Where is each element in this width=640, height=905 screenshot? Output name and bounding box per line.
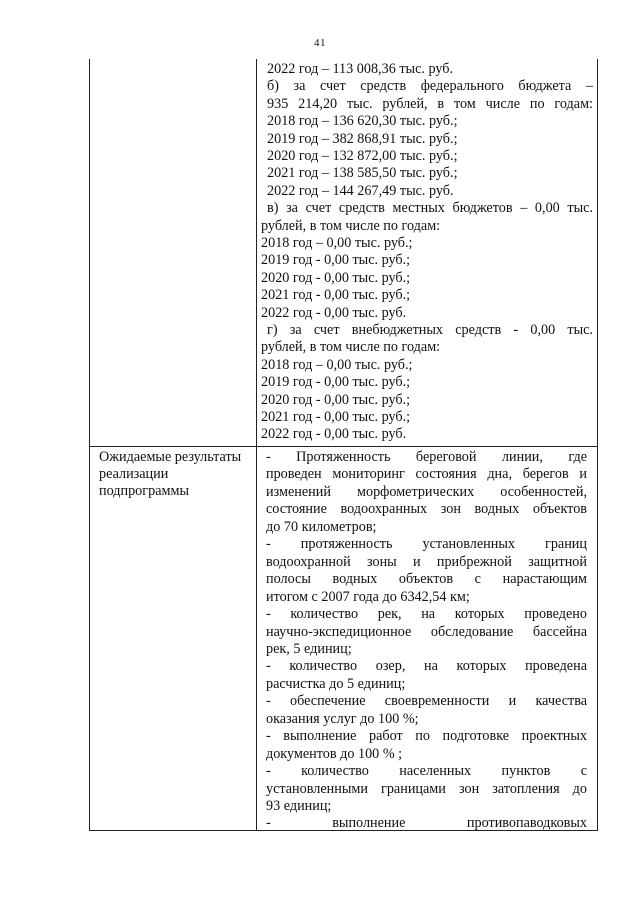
funding-line: 2020 год - 0,00 тыс. руб.;: [261, 391, 411, 408]
funding-line: 2019 год – 382 868,91 тыс. руб.;: [267, 130, 458, 147]
result-line: - обеспечение своевременности и качества: [266, 693, 587, 710]
funding-line: 2020 год - 0,00 тыс. руб.;: [261, 269, 411, 286]
result-line: состояние водоохранных зон водных объектов: [266, 501, 587, 518]
funding-line: 2021 год – 138 585,50 тыс. руб.;: [267, 165, 458, 182]
result-line: - количество озер, на которых проведена: [266, 658, 587, 675]
funding-line: 2022 год – 113 008,36 тыс. руб.: [267, 61, 454, 77]
result-line: - количество населенных пунктов с: [266, 763, 587, 780]
funding-line: 2018 год – 0,00 тыс. руб.;: [261, 356, 413, 373]
page-number: 41: [314, 37, 326, 49]
program-table: [89, 59, 598, 831]
result-line: - протяженность установленных границ: [266, 536, 587, 553]
funding-line: г) за счет внебюджетных средств - 0,00 тыс.: [267, 322, 593, 338]
funding-line: 2022 год - 0,00 тыс. руб.: [261, 426, 407, 443]
result-line: расчистка до 5 единиц;: [266, 675, 406, 692]
result-line: - количество рек, на которых проведено: [266, 606, 587, 623]
funding-line: 2022 год - 0,00 тыс. руб.: [261, 304, 407, 321]
result-line: до 70 километров;: [266, 518, 377, 535]
result-line: водоохранной зоны и прибрежной защитной: [266, 553, 587, 570]
funding-line: 2021 год - 0,00 тыс. руб.;: [261, 287, 411, 304]
funding-line: рублей, в том числе по годам:: [261, 217, 441, 234]
funding-line: в) за счет средств местных бюджетов – 0,00 тыс.: [267, 200, 593, 217]
result-line: научно-экспедиционное обследование бассейна: [266, 623, 587, 640]
column-divider: [256, 59, 257, 830]
result-line: итогом с 2007 года до 6342,54 км;: [266, 588, 470, 605]
funding-line: 2022 год – 144 267,49 тыс. руб.: [267, 182, 454, 199]
result-line: - Протяженность береговой линии, где: [266, 449, 587, 465]
funding-line: 2018 год – 136 620,30 тыс. руб.;: [267, 113, 458, 130]
result-line: полосы водных объектов с нарастающим: [266, 571, 587, 588]
result-line: оказания услуг до 100 %;: [266, 710, 419, 727]
result-line: рек, 5 единиц;: [266, 640, 352, 657]
funding-line: 2019 год - 0,00 тыс. руб.;: [261, 252, 411, 269]
result-line: - выполнение противопаводковых: [266, 815, 587, 832]
result-line: установленными границами зон затопления до: [266, 780, 587, 797]
results-label-line: реализации: [99, 466, 169, 482]
funding-line: рублей, в том числе по годам:: [261, 339, 441, 356]
result-line: изменений морфометрических особенностей,: [266, 483, 587, 500]
results-label-line: подпрограммы: [99, 483, 189, 499]
funding-line: 2019 год - 0,00 тыс. руб.;: [261, 374, 411, 391]
results-label-line: Ожидаемые результаты: [99, 449, 242, 465]
result-line: документов до 100 % ;: [266, 745, 403, 762]
funding-line: б) за счет средств федерального бюджета –: [267, 78, 593, 95]
funding-line: 935 214,20 тыс. рублей, в том числе по годам:: [267, 95, 593, 112]
result-line: проведен мониторинг состояния дна, берегов и: [266, 466, 587, 483]
results-label-cell: [99, 449, 249, 500]
row-divider: [90, 446, 597, 447]
result-line: - выполнение работ по подготовке проектных: [266, 728, 587, 745]
result-line: 93 единиц;: [266, 798, 332, 814]
funding-line: 2020 год – 132 872,00 тыс. руб.;: [267, 148, 458, 164]
funding-line: 2018 год – 0,00 тыс. руб.;: [261, 235, 413, 251]
funding-line: 2021 год - 0,00 тыс. руб.;: [261, 409, 411, 425]
